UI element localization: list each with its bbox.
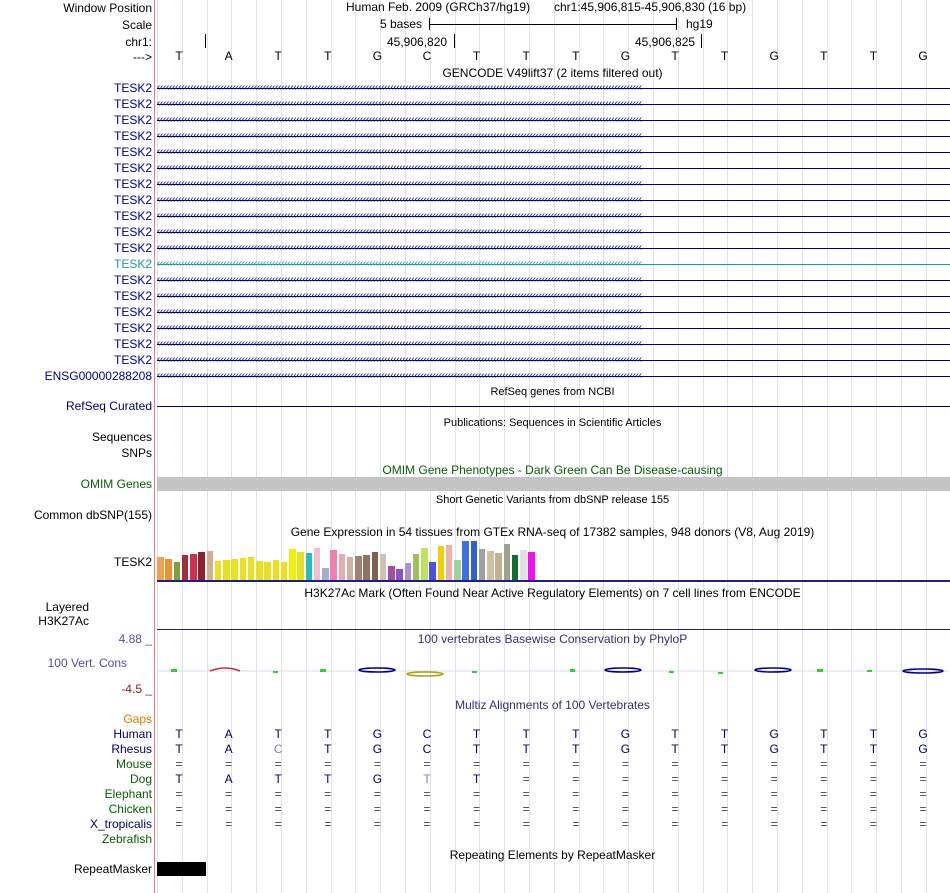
gencode-row-label[interactable]: TESK2 (113, 177, 152, 191)
dbsnp-title[interactable]: Short Genetic Variants from dbSNP release 155 (435, 494, 670, 506)
sequence-base: T (472, 49, 481, 63)
alignment-base: = (423, 787, 431, 801)
browser-data-panel[interactable] (155, 0, 950, 893)
sequence-base: T (869, 49, 878, 63)
alignment-base: = (324, 802, 332, 816)
alignment-base: A (224, 742, 233, 756)
alignment-base: = (869, 757, 877, 771)
alignment-base: = (175, 817, 183, 831)
alignment-base: = (423, 817, 431, 831)
gencode-row-label[interactable]: TESK2 (113, 273, 152, 287)
alignment-base: G (372, 742, 383, 756)
alignment-base: = (671, 802, 679, 816)
alignment-base: T (175, 772, 183, 786)
phylop-label[interactable]: 100 Vert. Cons (47, 656, 127, 670)
refseq-gene-line[interactable] (157, 406, 950, 407)
gencode-row-label[interactable]: TESK2 (113, 353, 152, 367)
species-label[interactable]: Rhesus (111, 742, 152, 756)
gencode-row-label[interactable]: TESK2 (113, 241, 152, 255)
gtex-bar[interactable] (264, 562, 271, 580)
alignment-base: = (572, 802, 580, 816)
gtex-bar[interactable] (281, 562, 288, 580)
strand-arrows: ‹‹‹‹‹‹‹‹‹‹‹‹‹‹‹‹‹‹‹‹‹‹‹‹‹‹‹‹‹‹‹‹‹‹‹‹‹‹‹‹‹‹‹‹‹‹‹‹‹‹‹‹‹‹‹‹‹‹‹‹‹‹‹‹‹‹‹‹‹‹‹‹‹‹‹‹‹‹‹‹‹‹‹‹‹‹‹‹‹‹‹‹‹‹‹‹‹‹‹‹‹‹‹‹‹‹‹‹‹‹‹‹‹‹‹‹‹‹‹‹‹‹‹‹‹‹‹‹‹‹‹‹‹‹‹‹‹‹‹‹‹‹‹‹‹‹‹‹‹‹‹‹‹‹‹‹‹‹‹‹ (157, 322, 642, 333)
alignment-base: = (274, 817, 282, 831)
gencode-row-label[interactable]: TESK2 (113, 97, 152, 111)
alignment-base: = (721, 802, 729, 816)
alignment-base: = (671, 772, 679, 786)
gencode-row-label[interactable]: TESK2 (113, 129, 152, 143)
alignment-base: T (472, 742, 481, 756)
gtex-bar[interactable] (512, 555, 519, 580)
gtex-bar[interactable] (322, 568, 329, 580)
gencode-row-label[interactable]: TESK2 (113, 161, 152, 175)
cons-mark (359, 668, 395, 672)
alignment-base: = (721, 787, 729, 801)
cons-mark (605, 668, 641, 672)
alignment-base: = (721, 757, 729, 771)
alignment-base: = (225, 802, 233, 816)
sequence-base: T (324, 49, 332, 63)
alignment-base: C (422, 727, 432, 741)
alignment-base: = (522, 817, 530, 831)
phylop-graph[interactable] (155, 660, 950, 690)
gtex-bar[interactable] (446, 545, 453, 580)
gtex-bar[interactable] (256, 561, 263, 580)
alignment-base: T (671, 742, 679, 756)
gtex-bar[interactable] (405, 563, 412, 580)
tick-label-1: 45,906,820 (387, 35, 448, 49)
omim-title[interactable]: OMIM Gene Phenotypes - Dark Green Can Be Disease-causing (382, 463, 723, 477)
alignment-base: G (918, 742, 928, 756)
alignment-base: = (423, 802, 431, 816)
alignment-base: A (224, 727, 233, 741)
alignment-base: = (324, 787, 332, 801)
sequence-base: T (572, 49, 580, 63)
strand-label: ---> (133, 50, 152, 64)
alignment-base: T (274, 727, 282, 741)
cons-mark (472, 671, 477, 673)
alignment-base: T (175, 727, 183, 741)
gtex-bar[interactable] (330, 550, 337, 580)
gaps-label: Gaps (123, 712, 152, 726)
alignment-base: T (423, 772, 431, 786)
alignment-base: = (522, 787, 530, 801)
alignment-base: = (621, 772, 629, 786)
cons-mark (407, 672, 443, 676)
alignment-base: = (820, 757, 828, 771)
species-label[interactable]: Dog (129, 772, 152, 786)
strand-arrows: ‹‹‹‹‹‹‹‹‹‹‹‹‹‹‹‹‹‹‹‹‹‹‹‹‹‹‹‹‹‹‹‹‹‹‹‹‹‹‹‹‹‹‹‹‹‹‹‹‹‹‹‹‹‹‹‹‹‹‹‹‹‹‹‹‹‹‹‹‹‹‹‹‹‹‹‹‹‹‹‹‹‹‹‹‹‹‹‹‹‹‹‹‹‹‹‹‹‹‹‹‹‹‹‹‹‹‹‹‹‹‹‹‹‹‹‹‹‹‹‹‹‹‹‹‹‹‹‹‹‹‹‹‹‹‹‹‹‹‹‹‹‹‹‹‹‹‹‹‹‹‹‹‹‹‹‹‹‹‹‹ (157, 210, 642, 221)
alignment-base: = (770, 802, 778, 816)
omim-label[interactable]: OMIM Genes (80, 477, 152, 491)
gtex-baseline (157, 580, 950, 582)
alignment-base: = (225, 787, 233, 801)
gtex-bar[interactable] (462, 541, 469, 580)
gtex-bar[interactable] (479, 549, 486, 580)
gtex-bar[interactable] (231, 559, 238, 580)
alignment-base: = (820, 772, 828, 786)
alignment-base: = (721, 817, 729, 831)
alignment-base: = (522, 757, 530, 771)
gencode-row-label[interactable]: TESK2 (113, 193, 152, 207)
strand-arrows: ‹‹‹‹‹‹‹‹‹‹‹‹‹‹‹‹‹‹‹‹‹‹‹‹‹‹‹‹‹‹‹‹‹‹‹‹‹‹‹‹‹‹‹‹‹‹‹‹‹‹‹‹‹‹‹‹‹‹‹‹‹‹‹‹‹‹‹‹‹‹‹‹‹‹‹‹‹‹‹‹‹‹‹‹‹‹‹‹‹‹‹‹‹‹‹‹‹‹‹‹‹‹‹‹‹‹‹‹‹‹‹‹‹‹‹‹‹‹‹‹‹‹‹‹‹‹‹‹‹‹‹‹‹‹‹‹‹‹‹‹‹‹‹‹‹‹‹‹‹‹‹‹‹‹‹‹‹‹‹‹ (157, 242, 642, 253)
chr-label: chr1: (125, 35, 152, 49)
alignment-base: T (175, 742, 183, 756)
alignment-base: = (621, 817, 629, 831)
alignment-base: T (671, 727, 679, 741)
sequence-base: T (522, 49, 530, 63)
alignment-base: T (869, 727, 878, 741)
alignment-base: = (621, 802, 629, 816)
alignment-base: T (522, 727, 530, 741)
gtex-bar[interactable] (372, 552, 379, 580)
species-label[interactable]: Elephant (104, 787, 152, 801)
cons-mark (669, 671, 674, 673)
cons-mark (570, 669, 575, 672)
strand-arrows: ‹‹‹‹‹‹‹‹‹‹‹‹‹‹‹‹‹‹‹‹‹‹‹‹‹‹‹‹‹‹‹‹‹‹‹‹‹‹‹‹‹‹‹‹‹‹‹‹‹‹‹‹‹‹‹‹‹‹‹‹‹‹‹‹‹‹‹‹‹‹‹‹‹‹‹‹‹‹‹‹‹‹‹‹‹‹‹‹‹‹‹‹‹‹‹‹‹‹‹‹‹‹‹‹‹‹‹‹‹‹‹‹‹‹‹‹‹‹‹‹‹‹‹‹‹‹‹‹‹‹‹‹‹‹‹‹‹‹‹‹‹‹‹‹‹‹‹‹‹‹‹‹‹‹‹‹‹‹‹‹ (157, 370, 642, 381)
strand-arrows: ‹‹‹‹‹‹‹‹‹‹‹‹‹‹‹‹‹‹‹‹‹‹‹‹‹‹‹‹‹‹‹‹‹‹‹‹‹‹‹‹‹‹‹‹‹‹‹‹‹‹‹‹‹‹‹‹‹‹‹‹‹‹‹‹‹‹‹‹‹‹‹‹‹‹‹‹‹‹‹‹‹‹‹‹‹‹‹‹‹‹‹‹‹‹‹‹‹‹‹‹‹‹‹‹‹‹‹‹‹‹‹‹‹‹‹‹‹‹‹‹‹‹‹‹‹‹‹‹‹‹‹‹‹‹‹‹‹‹‹‹‹‹‹‹‹‹‹‹‹‹‹‹‹‹‹‹‹‹‹‹ (157, 162, 642, 173)
alignment-base: T (820, 742, 828, 756)
alignment-base: = (473, 817, 481, 831)
gtex-bar[interactable] (504, 544, 511, 580)
dbsnp-label[interactable]: Common dbSNP(155) (33, 508, 152, 522)
gtex-bar[interactable] (339, 554, 346, 580)
sequence-base: T (274, 49, 282, 63)
alignment-base: G (620, 742, 631, 756)
gtex-bar[interactable] (520, 550, 527, 580)
cons-mark (320, 669, 326, 672)
alignment-base: = (423, 757, 431, 771)
alignment-base: T (472, 727, 481, 741)
strand-arrows: ‹‹‹‹‹‹‹‹‹‹‹‹‹‹‹‹‹‹‹‹‹‹‹‹‹‹‹‹‹‹‹‹‹‹‹‹‹‹‹‹‹‹‹‹‹‹‹‹‹‹‹‹‹‹‹‹‹‹‹‹‹‹‹‹‹‹‹‹‹‹‹‹‹‹‹‹‹‹‹‹‹‹‹‹‹‹‹‹‹‹‹‹‹‹‹‹‹‹‹‹‹‹‹‹‹‹‹‹‹‹‹‹‹‹‹‹‹‹‹‹‹‹‹‹‹‹‹‹‹‹‹‹‹‹‹‹‹‹‹‹‹‹‹‹‹‹‹‹‹‹‹‹‹‹‹‹‹‹‹‹ (157, 178, 642, 189)
window-position-label: Window Position (63, 1, 152, 15)
alignment-base: = (919, 817, 927, 831)
assembly-text: Human Feb. 2009 (GRCh37/hg19) (346, 0, 531, 14)
alignment-base: = (572, 757, 580, 771)
alignment-base: = (869, 787, 877, 801)
scale-label: Scale (121, 18, 152, 32)
strand-arrows: ‹‹‹‹‹‹‹‹‹‹‹‹‹‹‹‹‹‹‹‹‹‹‹‹‹‹‹‹‹‹‹‹‹‹‹‹‹‹‹‹‹‹‹‹‹‹‹‹‹‹‹‹‹‹‹‹‹‹‹‹‹‹‹‹‹‹‹‹‹‹‹‹‹‹‹‹‹‹‹‹‹‹‹‹‹‹‹‹‹‹‹‹‹‹‹‹‹‹‹‹‹‹‹‹‹‹‹‹‹‹‹‹‹‹‹‹‹‹‹‹‹‹‹‹‹‹‹‹‹‹‹‹‹‹‹‹‹‹‹‹‹‹‹‹‹‹‹‹‹‹‹‹‹‹‹‹‹‹‹‹ (157, 146, 642, 157)
cons-mark (817, 669, 823, 672)
position-text: chr1:45,906,815-45,906,830 (16 bp) (554, 0, 747, 14)
alignment-base: G (620, 727, 631, 741)
cons-mark (718, 672, 723, 674)
strand-arrows: ‹‹‹‹‹‹‹‹‹‹‹‹‹‹‹‹‹‹‹‹‹‹‹‹‹‹‹‹‹‹‹‹‹‹‹‹‹‹‹‹‹‹‹‹‹‹‹‹‹‹‹‹‹‹‹‹‹‹‹‹‹‹‹‹‹‹‹‹‹‹‹‹‹‹‹‹‹‹‹‹‹‹‹‹‹‹‹‹‹‹‹‹‹‹‹‹‹‹‹‹‹‹‹‹‹‹‹‹‹‹‹‹‹‹‹‹‹‹‹‹‹‹‹‹‹‹‹‹‹‹‹‹‹‹‹‹‹‹‹‹‹‹‹‹‹‹‹‹‹‹‹‹‹‹‹‹‹‹‹‹ (157, 226, 642, 237)
gencode-title[interactable]: GENCODE V49lift37 (2 items filtered out) (442, 66, 663, 80)
strand-arrows: ‹‹‹‹‹‹‹‹‹‹‹‹‹‹‹‹‹‹‹‹‹‹‹‹‹‹‹‹‹‹‹‹‹‹‹‹‹‹‹‹‹‹‹‹‹‹‹‹‹‹‹‹‹‹‹‹‹‹‹‹‹‹‹‹‹‹‹‹‹‹‹‹‹‹‹‹‹‹‹‹‹‹‹‹‹‹‹‹‹‹‹‹‹‹‹‹‹‹‹‹‹‹‹‹‹‹‹‹‹‹‹‹‹‹‹‹‹‹‹‹‹‹‹‹‹‹‹‹‹‹‹‹‹‹‹‹‹‹‹‹‹‹‹‹‹‹‹‹‹‹‹‹‹‹‹‹‹‹‹‹ (157, 274, 642, 285)
scale-bar (429, 18, 677, 30)
alignment-base: = (324, 757, 332, 771)
scale-db: hg19 (686, 17, 713, 31)
alignment-base: = (869, 817, 877, 831)
alignment-base: = (820, 802, 828, 816)
alignment-base: = (373, 757, 381, 771)
gencode-row-label[interactable]: TESK2 (113, 145, 152, 159)
alignment-base: = (175, 802, 183, 816)
alignment-base: = (373, 802, 381, 816)
species-label[interactable]: Zebrafish (101, 832, 152, 846)
alignment-base: G (769, 742, 779, 756)
alignment-base: = (869, 802, 877, 816)
tick-mark (454, 34, 455, 48)
strand-arrows: ‹‹‹‹‹‹‹‹‹‹‹‹‹‹‹‹‹‹‹‹‹‹‹‹‹‹‹‹‹‹‹‹‹‹‹‹‹‹‹‹‹‹‹‹‹‹‹‹‹‹‹‹‹‹‹‹‹‹‹‹‹‹‹‹‹‹‹‹‹‹‹‹‹‹‹‹‹‹‹‹‹‹‹‹‹‹‹‹‹‹‹‹‹‹‹‹‹‹‹‹‹‹‹‹‹‹‹‹‹‹‹‹‹‹‹‹‹‹‹‹‹‹‹‹‹‹‹‹‹‹‹‹‹‹‹‹‹‹‹‹‹‹‹‹‹‹‹‹‹‹‹‹‹‹‹‹‹‹‹‹ (157, 194, 642, 205)
omim-bar[interactable] (157, 477, 950, 491)
gencode-row-label[interactable]: TESK2 (113, 289, 152, 303)
alignment-base: = (721, 772, 729, 786)
gtex-bar[interactable] (223, 560, 230, 580)
sequence-base: A (224, 49, 233, 63)
h3k27ac-label[interactable]: Layered H3K27Ac (38, 600, 89, 628)
species-label[interactable]: Chicken (108, 802, 152, 816)
alignment-base: T (869, 742, 878, 756)
gtex-label[interactable]: TESK2 (113, 555, 152, 569)
cons-mark (171, 669, 177, 672)
tick-mark (701, 34, 702, 48)
alignment-base: T (720, 742, 729, 756)
alignment-base: = (572, 787, 580, 801)
scale-text: 5 bases (380, 17, 423, 31)
species-label[interactable]: X_tropicalis (89, 817, 152, 831)
gtex-bar[interactable] (487, 551, 494, 580)
gencode-row-label[interactable]: TESK2 (113, 81, 152, 95)
gtex-bar[interactable] (198, 552, 205, 580)
alignment-base: = (225, 757, 233, 771)
strand-arrows: ‹‹‹‹‹‹‹‹‹‹‹‹‹‹‹‹‹‹‹‹‹‹‹‹‹‹‹‹‹‹‹‹‹‹‹‹‹‹‹‹‹‹‹‹‹‹‹‹‹‹‹‹‹‹‹‹‹‹‹‹‹‹‹‹‹‹‹‹‹‹‹‹‹‹‹‹‹‹‹‹‹‹‹‹‹‹‹‹‹‹‹‹‹‹‹‹‹‹‹‹‹‹‹‹‹‹‹‹‹‹‹‹‹‹‹‹‹‹‹‹‹‹‹‹‹‹‹‹‹‹‹‹‹‹‹‹‹‹‹‹‹‹‹‹‹‹‹‹‹‹‹‹‹‹‹‹‹‹‹‹ (157, 114, 642, 125)
track-labels-panel (0, 0, 154, 893)
alignment-base: T (720, 727, 729, 741)
strand-arrows: ‹‹‹‹‹‹‹‹‹‹‹‹‹‹‹‹‹‹‹‹‹‹‹‹‹‹‹‹‹‹‹‹‹‹‹‹‹‹‹‹‹‹‹‹‹‹‹‹‹‹‹‹‹‹‹‹‹‹‹‹‹‹‹‹‹‹‹‹‹‹‹‹‹‹‹‹‹‹‹‹‹‹‹‹‹‹‹‹‹‹‹‹‹‹‹‹‹‹‹‹‹‹‹‹‹‹‹‹‹‹‹‹‹‹‹‹‹‹‹‹‹‹‹‹‹‹‹‹‹‹‹‹‹‹‹‹‹‹‹‹‹‹‹‹‹‹‹‹‹‹‹‹‹‹‹‹‹‹‹‹ (157, 82, 642, 93)
alignment-base: = (473, 802, 481, 816)
strand-arrows: ‹‹‹‹‹‹‹‹‹‹‹‹‹‹‹‹‹‹‹‹‹‹‹‹‹‹‹‹‹‹‹‹‹‹‹‹‹‹‹‹‹‹‹‹‹‹‹‹‹‹‹‹‹‹‹‹‹‹‹‹‹‹‹‹‹‹‹‹‹‹‹‹‹‹‹‹‹‹‹‹‹‹‹‹‹‹‹‹‹‹‹‹‹‹‹‹‹‹‹‹‹‹‹‹‹‹‹‹‹‹‹‹‹‹‹‹‹‹‹‹‹‹‹‹‹‹‹‹‹‹‹‹‹‹‹‹‹‹‹‹‹‹‹‹‹‹‹‹‹‹‹‹‹‹‹‹‹‹‹‹ (157, 258, 642, 269)
alignment-base: = (324, 817, 332, 831)
gencode-row-label[interactable]: TESK2 (113, 337, 152, 351)
gtex-bar[interactable] (388, 566, 395, 580)
sequence-base: G (372, 49, 383, 63)
gtex-bar[interactable] (174, 562, 181, 580)
alignment-base: T (522, 742, 530, 756)
strand-arrows: ‹‹‹‹‹‹‹‹‹‹‹‹‹‹‹‹‹‹‹‹‹‹‹‹‹‹‹‹‹‹‹‹‹‹‹‹‹‹‹‹‹‹‹‹‹‹‹‹‹‹‹‹‹‹‹‹‹‹‹‹‹‹‹‹‹‹‹‹‹‹‹‹‹‹‹‹‹‹‹‹‹‹‹‹‹‹‹‹‹‹‹‹‹‹‹‹‹‹‹‹‹‹‹‹‹‹‹‹‹‹‹‹‹‹‹‹‹‹‹‹‹‹‹‹‹‹‹‹‹‹‹‹‹‹‹‹‹‹‹‹‹‹‹‹‹‹‹‹‹‹‹‹‹‹‹‹‹‹‹‹ (157, 306, 642, 317)
gtex-bar[interactable] (438, 546, 445, 580)
gtex-bar[interactable] (190, 554, 197, 580)
sequence-base: G (620, 49, 631, 63)
gtex-bar[interactable] (471, 541, 478, 580)
alignment-base: = (621, 757, 629, 771)
gtex-bar[interactable] (289, 549, 296, 580)
multiz-title[interactable]: Multiz Alignments of 100 Vertebrates (455, 698, 650, 712)
gtex-bar[interactable] (454, 560, 461, 580)
gtex-bars[interactable] (157, 540, 950, 580)
alignment-base: T (324, 742, 332, 756)
gtex-bar[interactable] (421, 548, 428, 580)
gtex-bar[interactable] (355, 556, 362, 580)
gtex-bar[interactable] (363, 555, 370, 580)
alignment-base: = (671, 757, 679, 771)
alignment-base: = (919, 802, 927, 816)
alignment-base: = (473, 757, 481, 771)
gtex-bar[interactable] (297, 552, 304, 580)
alignment-base: = (820, 817, 828, 831)
cons-mark (273, 671, 278, 673)
gtex-bar[interactable] (429, 562, 436, 580)
alignment-base: = (225, 817, 233, 831)
sequence-base: G (918, 49, 928, 63)
sequence-base: G (769, 49, 779, 63)
gtex-bar[interactable] (396, 569, 403, 580)
gencode-row-label[interactable]: TESK2 (113, 305, 152, 319)
repeatmasker-label[interactable]: RepeatMasker (73, 862, 152, 876)
strand-arrows: ‹‹‹‹‹‹‹‹‹‹‹‹‹‹‹‹‹‹‹‹‹‹‹‹‹‹‹‹‹‹‹‹‹‹‹‹‹‹‹‹‹‹‹‹‹‹‹‹‹‹‹‹‹‹‹‹‹‹‹‹‹‹‹‹‹‹‹‹‹‹‹‹‹‹‹‹‹‹‹‹‹‹‹‹‹‹‹‹‹‹‹‹‹‹‹‹‹‹‹‹‹‹‹‹‹‹‹‹‹‹‹‹‹‹‹‹‹‹‹‹‹‹‹‹‹‹‹‹‹‹‹‹‹‹‹‹‹‹‹‹‹‹‹‹‹‹‹‹‹‹‹‹‹‹‹‹‹‹‹‹ (157, 98, 642, 109)
alignment-base: = (770, 757, 778, 771)
alignment-base: = (770, 787, 778, 801)
gtex-bar[interactable] (182, 555, 189, 580)
gtex-bar[interactable] (380, 554, 387, 580)
cons-mark (755, 668, 791, 672)
alignment-base: T (274, 772, 282, 786)
gtex-bar[interactable] (273, 560, 280, 580)
alignment-base: T (472, 772, 481, 786)
sequence-base: C (422, 49, 432, 63)
alignment-base: C (273, 742, 283, 756)
strand-arrows: ‹‹‹‹‹‹‹‹‹‹‹‹‹‹‹‹‹‹‹‹‹‹‹‹‹‹‹‹‹‹‹‹‹‹‹‹‹‹‹‹‹‹‹‹‹‹‹‹‹‹‹‹‹‹‹‹‹‹‹‹‹‹‹‹‹‹‹‹‹‹‹‹‹‹‹‹‹‹‹‹‹‹‹‹‹‹‹‹‹‹‹‹‹‹‹‹‹‹‹‹‹‹‹‹‹‹‹‹‹‹‹‹‹‹‹‹‹‹‹‹‹‹‹‹‹‹‹‹‹‹‹‹‹‹‹‹‹‹‹‹‹‹‹‹‹‹‹‹‹‹‹‹‹‹‹‹‹‹‹‹ (157, 130, 642, 141)
alignment-base: = (274, 802, 282, 816)
gtex-bar[interactable] (314, 548, 321, 580)
alignment-base: = (919, 757, 927, 771)
gtex-bar[interactable] (306, 553, 313, 580)
alignment-base: = (373, 817, 381, 831)
gtex-bar[interactable] (248, 557, 255, 580)
alignment-base: G (372, 727, 383, 741)
alignment-base: = (522, 802, 530, 816)
h3k27ac-title[interactable]: H3K27Ac Mark (Often Found Near Active Regulatory Elements) on 7 cell lines from ENCODE (304, 586, 801, 600)
sequence-base: T (175, 49, 183, 63)
alignment-base: T (572, 742, 580, 756)
refseq-label[interactable]: RefSeq Curated (65, 399, 152, 413)
gtex-bar[interactable] (240, 558, 247, 580)
alignment-base: T (572, 727, 580, 741)
gencode-row-label[interactable]: TESK2 (113, 257, 152, 271)
alignment-base: G (769, 727, 779, 741)
strand-arrows: ‹‹‹‹‹‹‹‹‹‹‹‹‹‹‹‹‹‹‹‹‹‹‹‹‹‹‹‹‹‹‹‹‹‹‹‹‹‹‹‹‹‹‹‹‹‹‹‹‹‹‹‹‹‹‹‹‹‹‹‹‹‹‹‹‹‹‹‹‹‹‹‹‹‹‹‹‹‹‹‹‹‹‹‹‹‹‹‹‹‹‹‹‹‹‹‹‹‹‹‹‹‹‹‹‹‹‹‹‹‹‹‹‹‹‹‹‹‹‹‹‹‹‹‹‹‹‹‹‹‹‹‹‹‹‹‹‹‹‹‹‹‹‹‹‹‹‹‹‹‹‹‹‹‹‹‹‹‹‹‹ (157, 354, 642, 365)
gencode-row-label[interactable]: TESK2 (113, 225, 152, 239)
gtex-bar[interactable] (347, 557, 354, 580)
repeatmasker-title[interactable]: Repeating Elements by RepeatMasker (449, 848, 656, 862)
alignment-base: = (770, 772, 778, 786)
alignment-base: = (820, 787, 828, 801)
pubs-title[interactable]: Publications: Sequences in Scientific Articles (443, 417, 662, 429)
alignment-base: = (473, 787, 481, 801)
strand-arrows: ‹‹‹‹‹‹‹‹‹‹‹‹‹‹‹‹‹‹‹‹‹‹‹‹‹‹‹‹‹‹‹‹‹‹‹‹‹‹‹‹‹‹‹‹‹‹‹‹‹‹‹‹‹‹‹‹‹‹‹‹‹‹‹‹‹‹‹‹‹‹‹‹‹‹‹‹‹‹‹‹‹‹‹‹‹‹‹‹‹‹‹‹‹‹‹‹‹‹‹‹‹‹‹‹‹‹‹‹‹‹‹‹‹‹‹‹‹‹‹‹‹‹‹‹‹‹‹‹‹‹‹‹‹‹‹‹‹‹‹‹‹‹‹‹‹‹‹‹‹‹‹‹‹‹‹‹‹‹‹‹ (157, 338, 642, 349)
alignment-base: = (671, 817, 679, 831)
alignment-base: = (175, 757, 183, 771)
gtex-bar[interactable] (157, 557, 164, 580)
gencode-row-label[interactable]: TESK2 (113, 113, 152, 127)
h3k27ac-baseline (157, 629, 950, 630)
species-label[interactable]: Human (113, 727, 152, 741)
tick-label-2: 45,906,825 (635, 35, 696, 49)
sequence-base: T (720, 49, 729, 63)
alignment-base: = (770, 817, 778, 831)
alignment-base: = (373, 787, 381, 801)
strand-arrows: ‹‹‹‹‹‹‹‹‹‹‹‹‹‹‹‹‹‹‹‹‹‹‹‹‹‹‹‹‹‹‹‹‹‹‹‹‹‹‹‹‹‹‹‹‹‹‹‹‹‹‹‹‹‹‹‹‹‹‹‹‹‹‹‹‹‹‹‹‹‹‹‹‹‹‹‹‹‹‹‹‹‹‹‹‹‹‹‹‹‹‹‹‹‹‹‹‹‹‹‹‹‹‹‹‹‹‹‹‹‹‹‹‹‹‹‹‹‹‹‹‹‹‹‹‹‹‹‹‹‹‹‹‹‹‹‹‹‹‹‹‹‹‹‹‹‹‹‹‹‹‹‹‹‹‹‹‹‹‹‹ (157, 290, 642, 301)
tick-mark (205, 34, 206, 48)
phylop-max-label: 4.88 _ (118, 632, 152, 646)
gtex-bar[interactable] (207, 551, 214, 580)
alignment-base: = (522, 772, 530, 786)
alignment-base: G (918, 727, 928, 741)
alignment-base: = (919, 772, 927, 786)
alignment-base: = (919, 787, 927, 801)
alignment-base: = (572, 772, 580, 786)
alignment-base: = (274, 757, 282, 771)
alignment-base: = (869, 772, 877, 786)
sequence-base: T (671, 49, 679, 63)
gtex-bar[interactable] (215, 561, 222, 580)
species-label[interactable]: Mouse (115, 757, 152, 771)
alignment-base: T (324, 727, 332, 741)
gencode-row-label[interactable]: TESK2 (113, 321, 152, 335)
alignment-base: C (422, 742, 432, 756)
gtex-bar[interactable] (165, 559, 172, 580)
alignment-base: = (175, 787, 183, 801)
phylop-title[interactable]: 100 vertebrates Basewise Conservation by PhyloP (417, 632, 688, 646)
sequences-label[interactable]: Sequences (91, 430, 152, 444)
alignment-base: = (274, 787, 282, 801)
alignment-base: = (671, 787, 679, 801)
refseq-title[interactable]: RefSeq genes from NCBI (490, 386, 615, 398)
gtex-title[interactable]: Gene Expression in 54 tissues from GTEx RNA-seq of 17382 samples, 948 donors (V8, Aug 2019) (290, 525, 815, 539)
alignment-base: T (324, 772, 332, 786)
gencode-row-label[interactable]: TESK2 (113, 209, 152, 223)
gtex-bar[interactable] (413, 554, 420, 580)
gencode-row-label[interactable]: ENSG00000288208 (44, 369, 152, 383)
alignment-base: T (820, 727, 828, 741)
phylop-min-label: -4.5 _ (121, 682, 152, 696)
repeatmasker-block[interactable] (157, 862, 206, 876)
snps-label[interactable]: SNPs (121, 446, 152, 460)
gtex-bar[interactable] (495, 553, 502, 580)
alignment-base: A (224, 772, 233, 786)
cons-mark (867, 670, 872, 672)
alignment-base: G (372, 772, 383, 786)
alignment-base: = (621, 787, 629, 801)
sequence-base: T (820, 49, 828, 63)
alignment-base: = (572, 817, 580, 831)
gtex-bar[interactable] (528, 552, 535, 580)
